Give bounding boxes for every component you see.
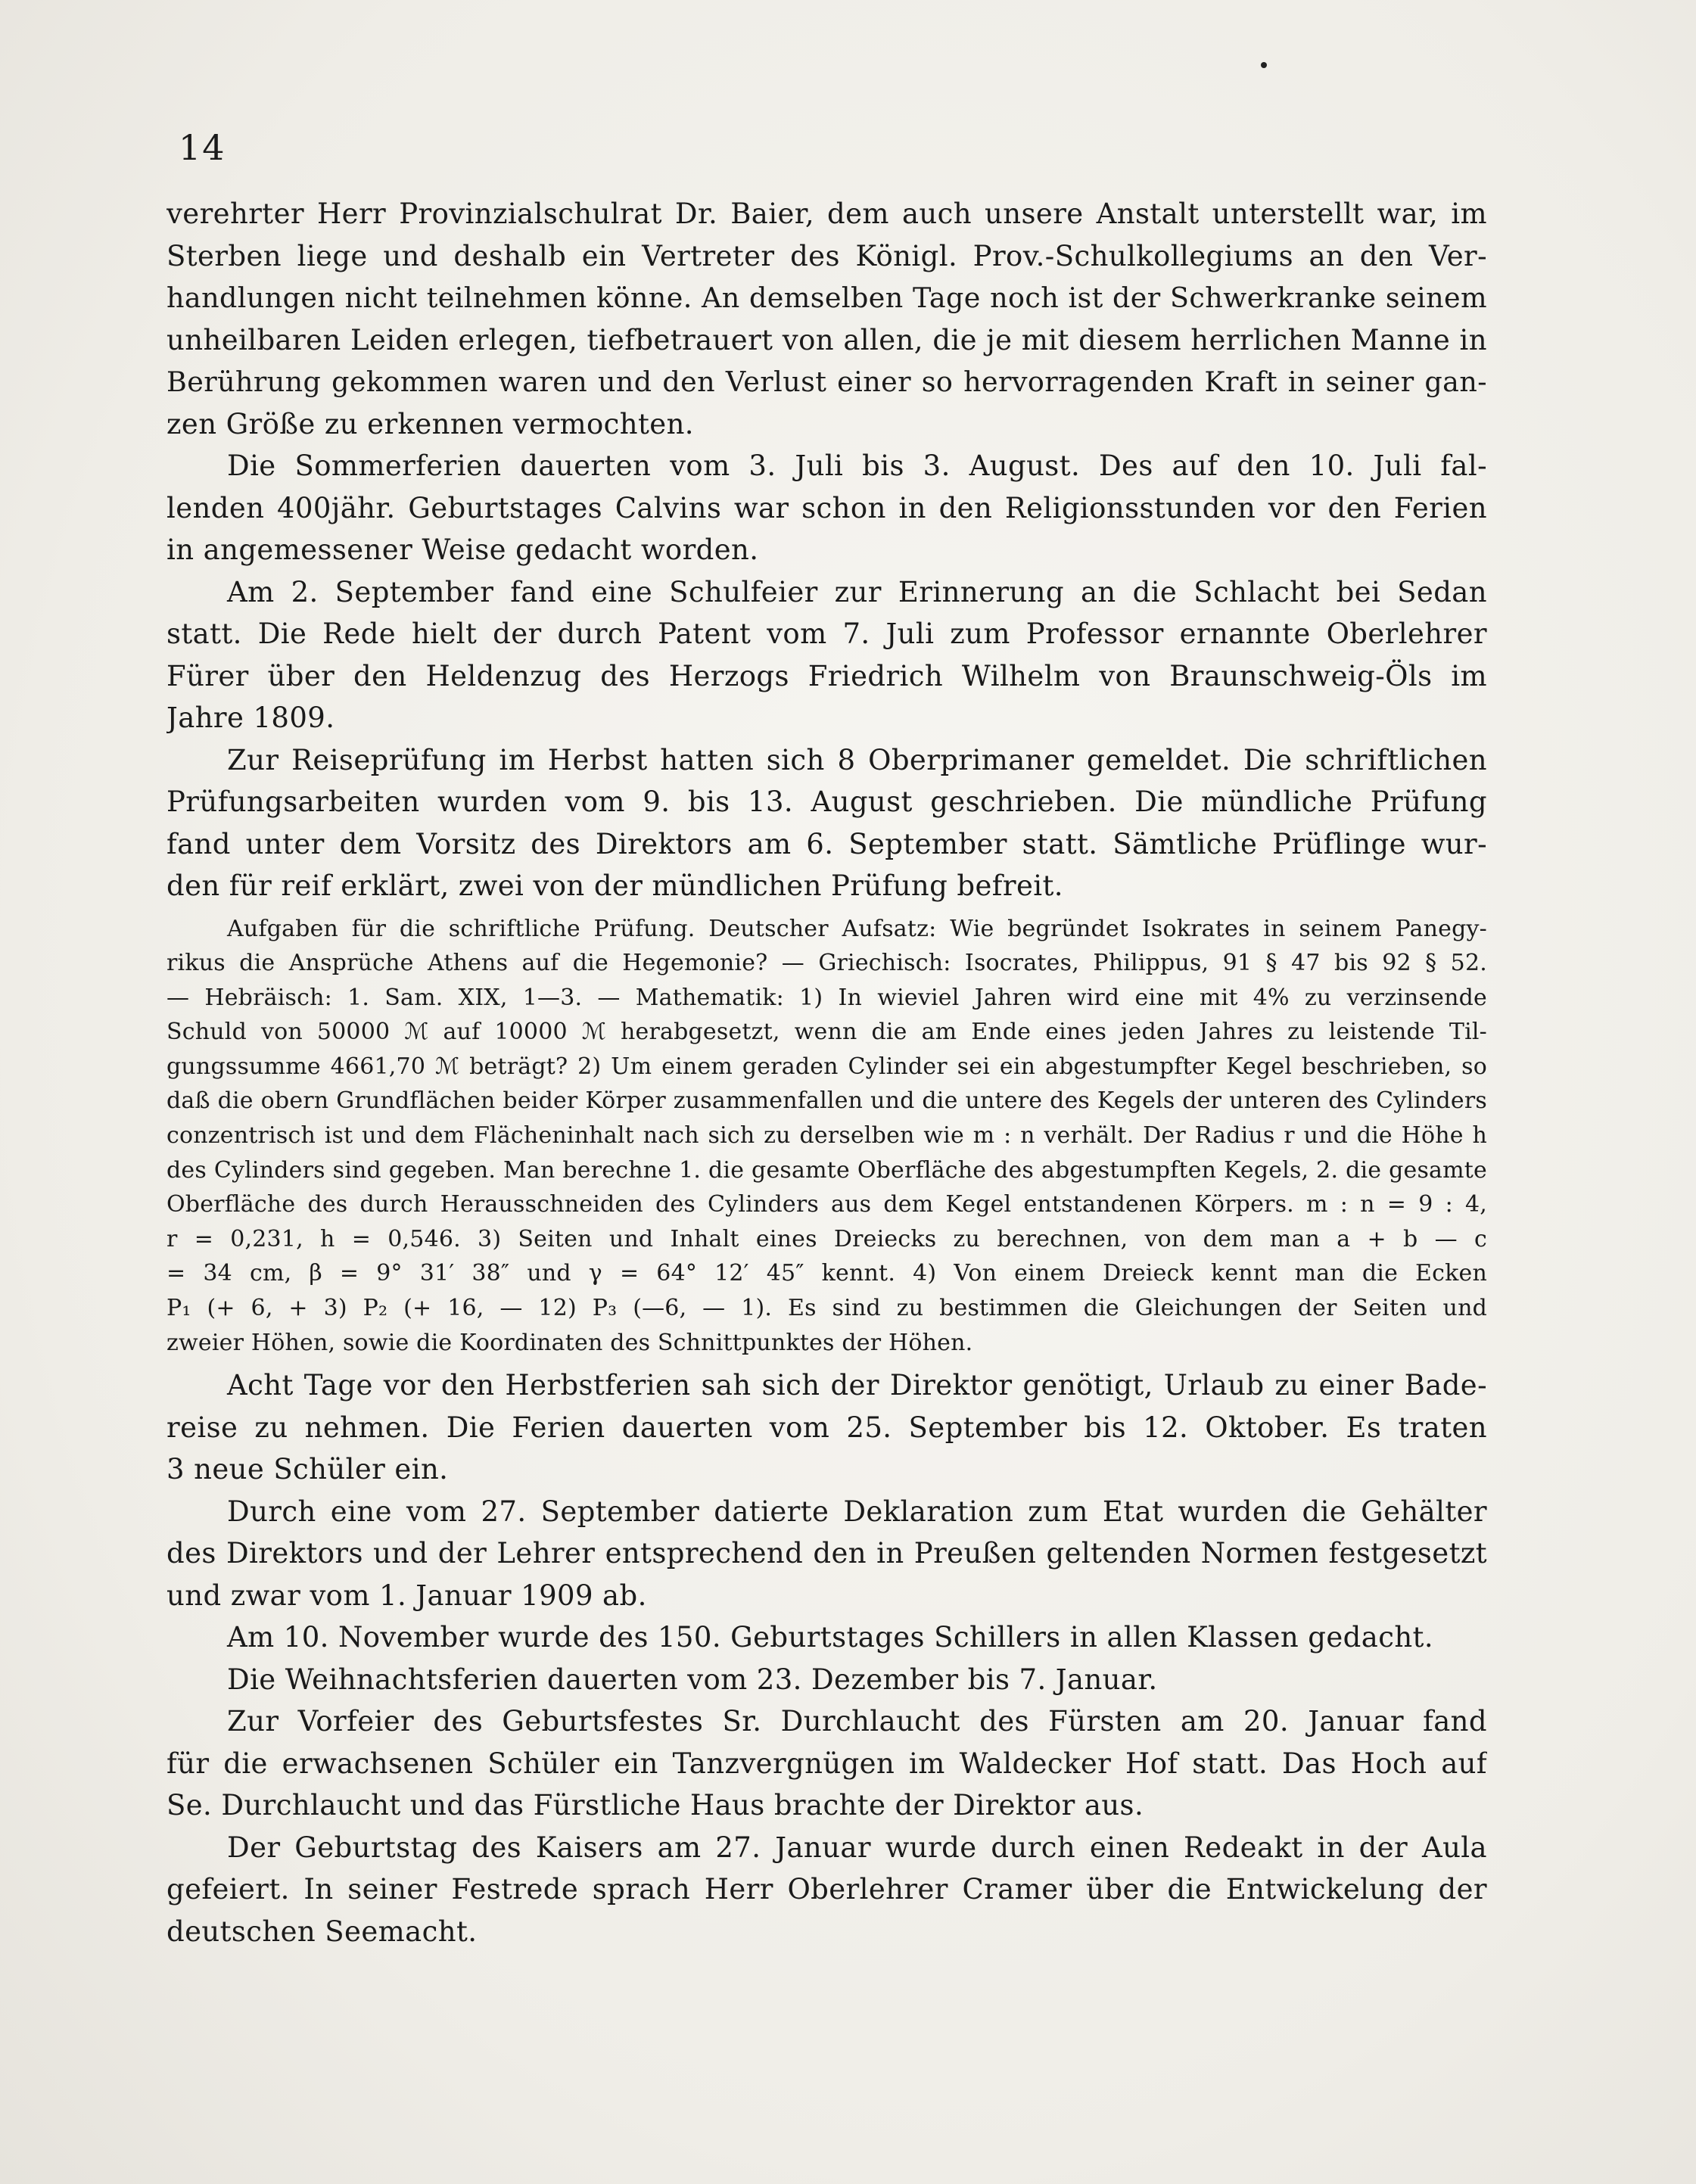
- text-line: den für reif erklärt, zwei von der mündlichen Prüfung befreit.: [166, 870, 1063, 902]
- page-number: 14: [179, 127, 226, 168]
- text-line: für die erwachsenen Schüler ein Tanzvergnügen im Waldecker Hof statt. Das Hoch auf: [166, 1747, 1487, 1780]
- paragraph: [166, 1364, 1487, 1491]
- text-line: des Direktors und der Lehrer entsprechend den in Preußen geltenden Normen festgesetzt: [166, 1537, 1487, 1570]
- text-line: P₁ (+ 6, + 3) P₂ (+ 16, — 12) P₃ (—6, — 1). Es sind zu bestimmen die Gleichungen der Seiten und: [166, 1295, 1487, 1322]
- text-line: Die Sommerferien dauerten vom 3. Juli bis 3. August. Des auf den 10. Juli fal-: [227, 450, 1487, 482]
- text-line: Sterben liege und deshalb ein Vertreter des Königl. Prov.-Schulkollegiums an den Ver-: [166, 239, 1487, 272]
- text-line: 3 neue Schüler ein.: [166, 1453, 449, 1486]
- text-line: fand unter dem Vorsitz des Direktors am 6. September statt. Sämtliche Prüflinge wur-: [166, 827, 1487, 860]
- text-line: Aufgaben für die schriftliche Prüfung. Deutscher Aufsatz: Wie begründet Isokrates in seinem Panegy-: [227, 915, 1487, 942]
- paragraph: [166, 193, 1487, 445]
- paragraph: [166, 445, 1487, 571]
- document-body: [166, 193, 1487, 1952]
- text-line: lenden 400jähr. Geburtstages Calvins war schon in den Religionsstunden vor den Ferien: [166, 491, 1487, 524]
- text-line: r = 0,231, h = 0,546. 3) Seiten und Inhalt eines Dreiecks zu berechnen, von dem man a + b — c: [166, 1225, 1487, 1252]
- text-line: Am 2. September fand eine Schulfeier zur Erinnerung an die Schlacht bei Sedan: [227, 575, 1487, 608]
- text-line: Acht Tage vor den Herbstferien sah sich der Direktor genötigt, Urlaub zu einer Bade-: [227, 1369, 1487, 1402]
- text-line: in angemessener Weise gedacht worden.: [166, 534, 759, 566]
- text-line: Die Weihnachtsferien dauerten vom 23. Dezember bis 7. Januar.: [227, 1663, 1158, 1696]
- text-line: handlungen nicht teilnehmen könne. An demselben Tage noch ist der Schwerkranke seinem: [166, 282, 1487, 314]
- text-line: unheilbaren Leiden erlegen, tiefbetrauert von allen, die je mit diesem herrlichen Manne in: [166, 323, 1487, 356]
- paragraph: [166, 1700, 1487, 1827]
- text-line: Zur Vorfeier des Geburtsfestes Sr. Durchlaucht des Fürsten am 20. Januar fand: [227, 1705, 1487, 1738]
- text-line: daß die obern Grundflächen beider Körper zusammenfallen und die untere des Kegels der unteren des Cylinders: [166, 1087, 1487, 1115]
- text-line: Fürer über den Heldenzug des Herzogs Friedrich Wilhelm von Braunschweig-Öls im: [166, 659, 1487, 692]
- text-line: verehrter Herr Provinzialschulrat Dr. Baier, dem auch unsere Anstalt unterstellt war, im: [166, 198, 1487, 230]
- paragraph: [166, 739, 1487, 907]
- ink-speck: [1261, 62, 1267, 68]
- text-line: statt. Die Rede hielt der durch Patent vom 7. Juli zum Professor ernannte Oberlehrer: [166, 618, 1487, 650]
- text-line: conzentrisch ist und dem Flächeninhalt nach sich zu derselben wie m : n verhält. Der Radius r und die Höhe h: [166, 1122, 1487, 1150]
- text-line: Berührung gekommen waren und den Verlust einer so hervorragenden Kraft in seiner gan-: [166, 366, 1487, 398]
- paragraph: [166, 1827, 1487, 1953]
- text-line: und zwar vom 1. Januar 1909 ab.: [166, 1579, 647, 1612]
- text-line: gefeiert. In seiner Festrede sprach Herr Oberlehrer Cramer über die Entwickelung der: [166, 1873, 1487, 1906]
- paragraph: [166, 1659, 1487, 1701]
- text-line: deutschen Seemacht.: [166, 1915, 478, 1948]
- paragraph: [166, 571, 1487, 739]
- text-line: — Hebräisch: 1. Sam. XIX, 1—3. — Mathematik: 1) In wieviel Jahren wird eine mit 4% zu verzinsende: [166, 984, 1487, 1011]
- text-line: rikus die Ansprüche Athens auf die Hegemonie? — Griechisch: Isocrates, Philippus, 91 § 47 bis 92 § 52.: [166, 950, 1487, 977]
- text-line: Am 10. November wurde des 150. Geburtstages Schillers in allen Klassen gedacht.: [227, 1621, 1433, 1654]
- exam-tasks-paragraph: [166, 912, 1487, 1361]
- text-line: Zur Reiseprüfung im Herbst hatten sich 8 Oberprimaner gemeldet. Die schriftlichen: [227, 743, 1487, 776]
- text-line: Durch eine vom 27. September datierte Deklaration zum Etat wurden die Gehälter: [227, 1495, 1487, 1528]
- text-line: gungssumme 4661,70 ℳ beträgt? 2) Um einem geraden Cylinder sei ein abgestumpfter Kegel beschrieben, so: [166, 1053, 1487, 1080]
- text-line: Der Geburtstag des Kaisers am 27. Januar wurde durch einen Redeakt in der Aula: [227, 1831, 1487, 1864]
- text-line: Jahre 1809.: [166, 702, 335, 734]
- text-line: des Cylinders sind gegeben. Man berechne 1. die gesamte Oberfläche des abgestumpften Kegels, 2. die gesamte: [166, 1156, 1487, 1184]
- text-line: = 34 cm, β = 9° 31′ 38″ und γ = 64° 12′ 45″ kennt. 4) Von einem Dreieck kennt man die Ecken: [166, 1260, 1487, 1287]
- text-line: reise zu nehmen. Die Ferien dauerten vom 25. September bis 12. Oktober. Es traten: [166, 1411, 1487, 1444]
- text-line: zweier Höhen, sowie die Koordinaten des Schnittpunktes der Höhen.: [166, 1329, 973, 1356]
- text-line: Oberfläche des durch Herausschneiden des Cylinders aus dem Kegel entstandenen Körpers. m : n = 9 : 4,: [166, 1191, 1487, 1218]
- paragraph: [166, 1491, 1487, 1617]
- text-line: Se. Durchlaucht und das Fürstliche Haus brachte der Direktor aus.: [166, 1789, 1144, 1822]
- paragraph: [166, 1616, 1487, 1659]
- text-line: Schuld von 50000 ℳ auf 10000 ℳ herabgesetzt, wenn die am Ende eines jeden Jahres zu leistende Til-: [166, 1019, 1487, 1046]
- text-line: zen Größe zu erkennen vermochten.: [166, 407, 694, 440]
- text-line: Prüfungsarbeiten wurden vom 9. bis 13. August geschrieben. Die mündliche Prüfung: [166, 786, 1487, 818]
